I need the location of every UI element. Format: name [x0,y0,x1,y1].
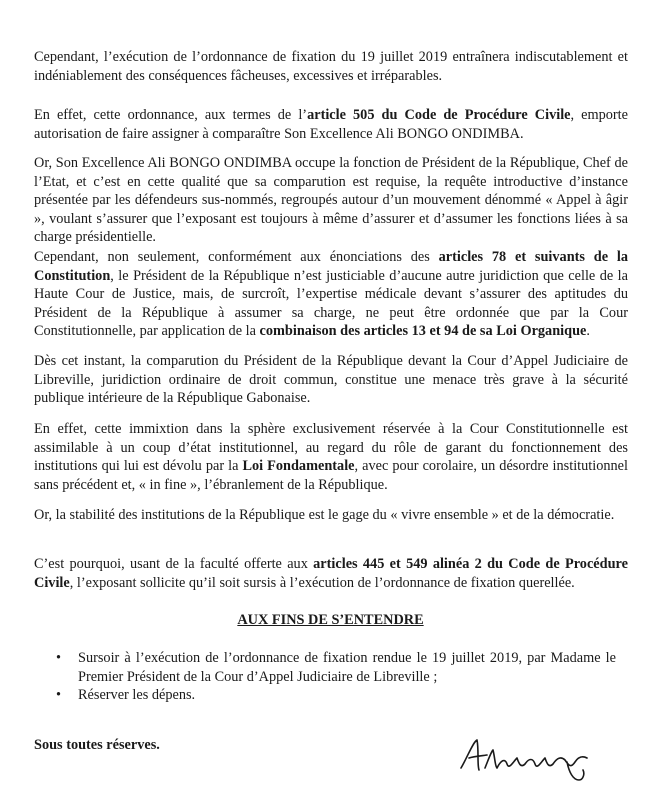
list-item [56,649,616,686]
closing-formula: Sous toutes réserves. [34,737,160,753]
paragraph-ordonnance-article-505 [34,106,628,143]
paragraph-text: Dès cet instant, la comparution du Président de la République devant la Cour d’Appel Judiciaire de Libreville, juridiction ordinaire de droit commun, constitue une menace très grave à la sécurité publique intérieure de la République Gabonaise. [34,353,628,407]
bullet-icon: • [56,687,62,704]
paragraph-stabilite [34,506,628,525]
bold-reference: articles 78 et suivants de la Constitution [34,249,628,284]
paragraph-immixtion [34,420,628,494]
paragraph-text: Or, la stabilité des institutions de la République est le gage du « vivre ensemble » et de la démocratie. [34,507,615,523]
bold-reference: articles 445 et 549 alinéa 2 du Code de Procédure Civile [34,556,628,591]
paragraph-text: En effet, cette ordonnance, aux termes de l’ [34,107,308,123]
paragraph-text: , l’exposant sollicite qu’il soit sursis à l’exécution de l’ordonnance de fixation querellée. [69,574,575,591]
bold-reference: combinaison des articles 13 et 94 de sa Loi Organique [259,323,587,340]
paragraph-text: , emporte autorisation de faire assigner à comparaître Son Excellence Ali BONGO ONDIMBA. [34,107,628,142]
paragraph-text: Cependant, non seulement, conformément aux énonciations des [34,249,439,265]
paragraph-faculte-sursis [34,555,628,592]
list-item-text: Sursoir à l’exécution de l’ordonnance de fixation rendue le 19 juillet 2019, par Madame le Premier Président de la Cour d’Appel Judiciaire de Libreville ; [78,650,616,685]
paragraph-president-fonction [34,154,628,247]
bold-reference: article 505 du Code de Procédure Civile [307,107,571,123]
paragraph-comparution-menace [34,352,628,408]
section-heading: AUX FINS DE S’ENTENDRE [237,612,424,628]
paragraph-text: C’est pourquoi, usant de la faculté offerte aux [34,556,314,572]
paragraph-text: , avec pour corolaire, un désordre institutionnel sans précédent et, « in fine », l’ébranlement de la République. [34,458,628,493]
list-item [56,686,616,705]
paragraph-text: , le Président de la République n’est justiciable d’aucune autre juridiction que celle de la Haute Cour de Justice, mais, de surcroît, l’expertise médicale devant s’assurer des aptitudes du Président de la République à assumer sa charge, ne peut être ordonnée que par la Cour Constitutionnelle, par application de la [34,267,628,340]
paragraph-execution-consequences [34,48,628,85]
bullet-icon: • [56,650,62,666]
paragraph-text: . [586,323,590,340]
handwritten-signature [455,728,595,788]
list-item-text: Réserver les dépens. [78,687,196,704]
signature-stroke [461,740,587,780]
bold-reference: Loi Fondamentale [242,458,355,475]
paragraph-text: Or, Son Excellence Ali BONGO ONDIMBA occupe la fonction de Président de la République, Chef de l’Etat, et c’est en cette qualité que sa comparution est requise, la requête introductive d’instance présentée par les défendeurs sus-nommés, regroupés autour d’un mouvement dénommé « Appel à âgir », voulant s’assurer que l’exposant est toujours à même d’assurer et d’assumer les fonctions liées à sa charge présidentielle. [34,155,628,246]
request-list [56,649,616,705]
paragraph-text: Cependant, l’exécution de l’ordonnance de fixation du 19 juillet 2019 entraînera indiscutablement et indéniablement des conséquences fâcheuses, excessives et irréparables. [34,49,628,84]
paragraph-text: En effet, cette immixtion dans la sphère exclusivement réservée à la Cour Constitutionnelle est assimilable à un coup d’état institutionnel, au regard du rôle de garant du fonctionnement des institutions qui lui est dévolu par la [34,421,628,475]
paragraph-constitution-articles [34,248,628,341]
